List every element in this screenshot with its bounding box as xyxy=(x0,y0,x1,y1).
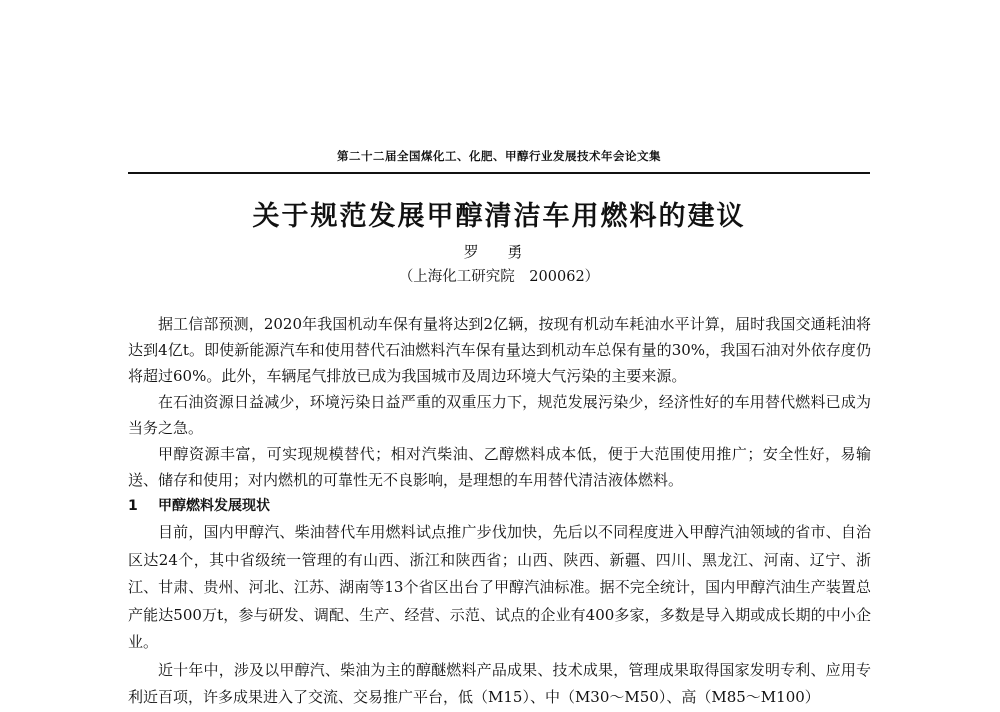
author-name: 罗 勇 xyxy=(463,243,535,261)
author-affiliation: （上海化工研究院 200062） xyxy=(398,269,600,285)
paragraph: 在石油资源日益减少，环境污染日益严重的双重压力下，规范发展污染少，经济性好的车用替代燃料已成为当务之急。 xyxy=(128,393,871,437)
paragraph: 目前，国内甲醇汽、柴油替代车用燃料试点推广步伐加快，先后以不同程度进入甲醇汽油领域的省市、自治区达24个，其中省级统一管理的有山西、浙江和陕西省；山西、陕西、新疆、四川、黑龙江、河南、辽宁、浙江、甘肃、贵州、河北、江苏、湖南等13个省区出台了甲醇汽油标准。据不完全统计，国内甲醇汽油生产装置总产能达500万t，参与研发、调配、生产、经营、示范、试点的企业有400多家，多数是导入期或成长期的中小企业。 xyxy=(128,523,871,651)
paragraph: 据工信部预测，2020年我国机动车保有量将达到2亿辆，按现有机动车耗油水平计算，届时我国交通耗油将达到4亿t。即使新能源汽车和使用替代石油燃料汽车保有量达到机动车总保有量的30%，我国石油对外依存度仍将超过60%。此外，车辆尾气排放已成为我国城市及周边环境大气污染的主要来源。 xyxy=(128,315,871,385)
section-heading xyxy=(128,493,871,519)
paragraph: 甲醇资源丰富，可实现规模替代；相对汽柴油、乙醇燃料成本低，便于大范围使用推广；安全性好，易输送、储存和使用；对内燃机的可靠性无不良影响，是理想的车用替代清洁液体燃料。 xyxy=(128,445,871,489)
running-header: 第二十二届全国煤化工、化肥、甲醇行业发展技术年会论文集 xyxy=(337,149,661,163)
section-title: 甲醇燃料发展现状 xyxy=(158,498,270,514)
section-number: 1 xyxy=(128,498,138,514)
header-rule xyxy=(128,172,870,174)
paper-body xyxy=(128,311,871,712)
paper-title: 关于规范发展甲醇清洁车用燃料的建议 xyxy=(252,201,746,232)
paragraph: 近十年中，涉及以甲醇汽、柴油为主的醇醚燃料产品成果、技术成果，管理成果取得国家发明专利、应用专利近百项，许多成果进入了交流、交易推广平台，低（M15）、中（M30～M50）、高（M85～M100） xyxy=(128,660,871,706)
